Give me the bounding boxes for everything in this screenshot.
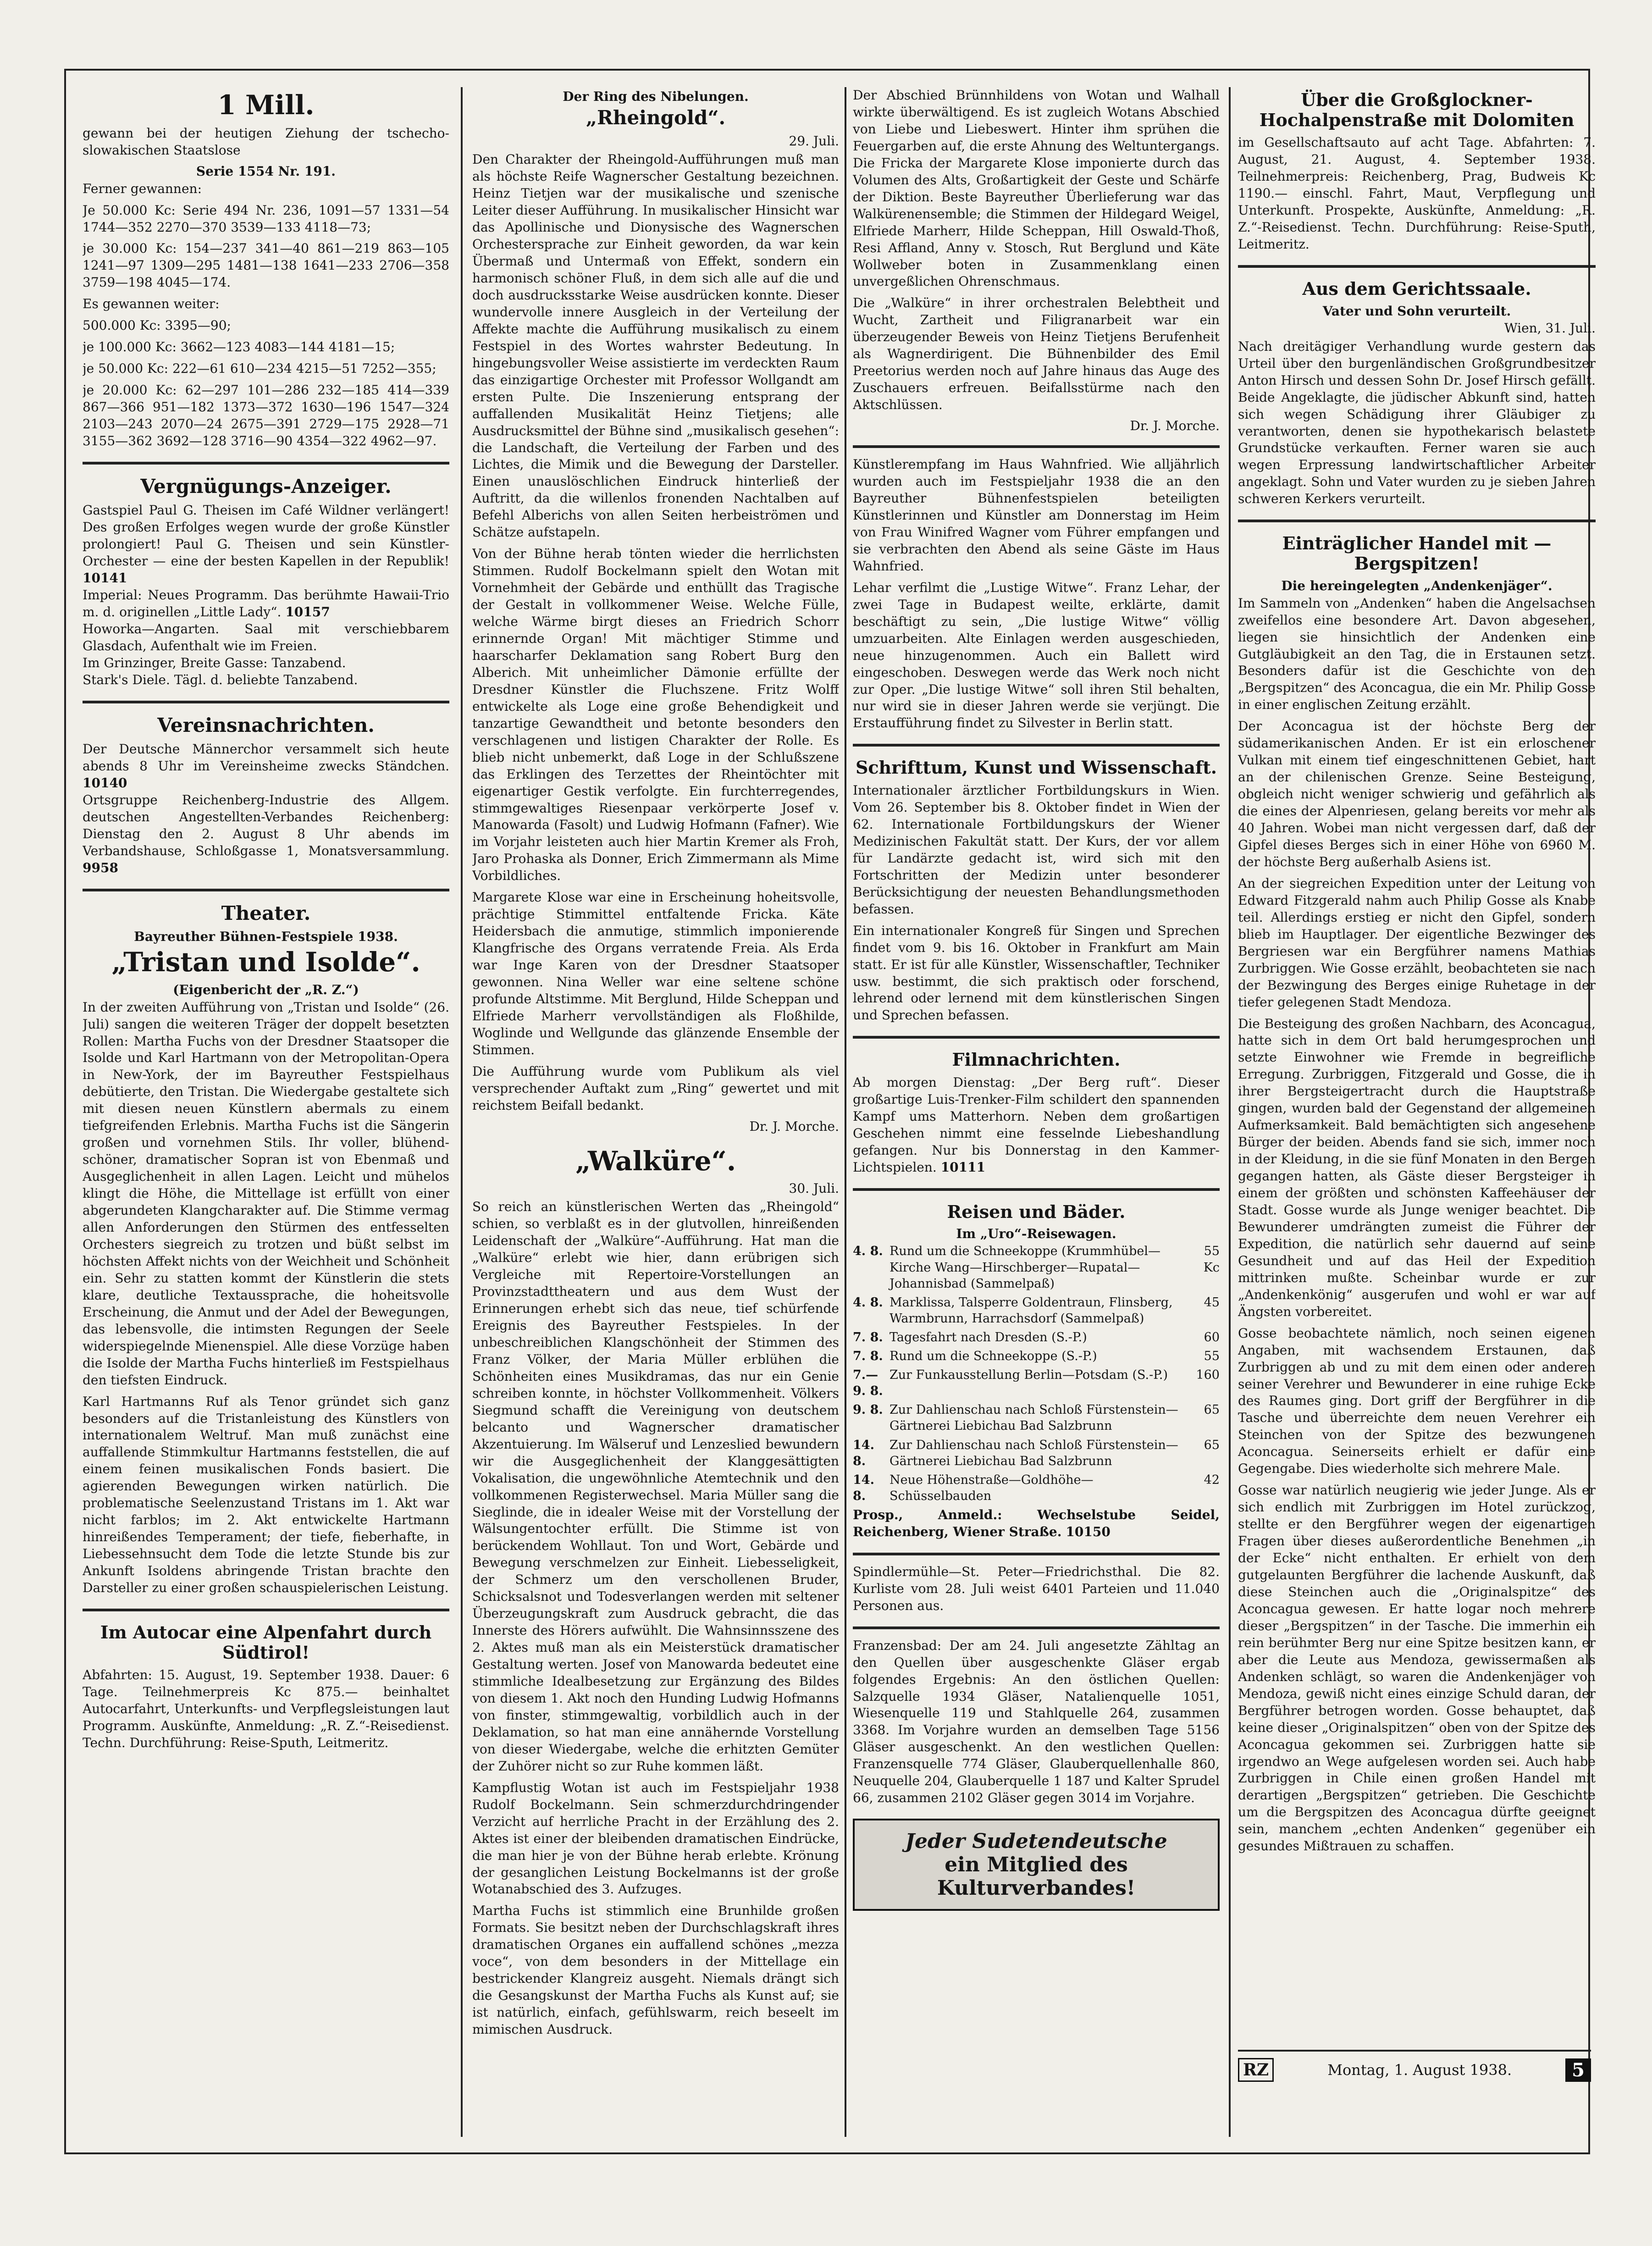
glockner-text: im Gesellschaftsauto auf acht Tage. Abfahrten: 7. August, 21. August, 4. September 1938. Teilnehmerpreis: Reichenberg, Prag, Budweis Kc 1190.— einschl. Fahrt, Maut, Verpflegung und Unterkunft. Prospekte, Auskünfte, Anmeldung: „R. Z.“-Reisedienst. Techn. Durchführung: Reise-Sputh, Leitmeritz.	[1238, 135, 1596, 252]
verein-item	[83, 741, 449, 792]
spindler-text: Spindlermühle—St. Peter—Friedrichsthal. Die 82. Kurliste vom 28. Juli weist 6401 Parteien und 11.040 Personen aus.	[853, 1564, 1220, 1613]
verein-section	[83, 701, 449, 877]
trip-price: 55	[1204, 1349, 1220, 1364]
lottery-serie: Serie 1554 Nr. 191.	[196, 163, 336, 179]
handel-paragraph: Gosse war natürlich neugierig wie jeder Junge. Als er sich endlich mit Zurbriggen im Hotel zurückzog, stellte er den Bergführer wegen der eigenartigen Fragen über dieses außerordentliche Benehmen „in der Ecke“ nicht enthalten. Er erhielt von dem gutgelaunten Bergführer die lachende Auskunft, daß diese Steinchen auch die „Originalspitze“ des Aconcagua gewesen. Er hatte logar noch mehrere dieser „Bergspitzen“ in der Tasche. Die immerhin ein rein berühmter Berg nur eine Spitze besitzen kann, er aber die Leute aus Mendoza, gewissermaßen als Andenken schlägt, so waren die Andenkenjäger von Mendoza, gewiß nicht eines einzige Schuld daran, der Bergführer betrogen worden. Gosse behauptet, daß keine dieser „Originalspitzen“ oben von der Spitze des Aconcagua gekommen sei. Zurbriggen hatte sie irgendwo an Wege aufgelesen worden sei. Auch habe Zurbriggen in Chile einen großen Handel mit derartigen „Bergspitzen“ getrieben. Die Geschichte um die Bergspitzen des Aconcagua dürfte geeignet sein, manchem „echten Andenken“ gegenüber ein gesundes Mißtrauen zu schaffen.	[1238, 1483, 1596, 1854]
gericht-text: Nach dreitägiger Verhandlung wurde gestern das Urteil über den burgenländischen Großgrundbesitzer Anton Hirsch und dessen Sohn Dr. Josef Hirsch gefällt. Beide Angeklagte, die jüdischer Abkunft sind, hatten sich wegen Schädigung ihrer Gläubiger zu verantworten, denen sie hypothekarisch belastete Grundstücke verkauften. Ferner waren sie auch wegen Erpressung landwirtschaftlicher Arbeiter angeklagt. Sohn und Vater wurden zu je sieben Jahren schweren Kerkers verurteilt.	[1238, 338, 1596, 507]
handel-section	[1238, 520, 1596, 1855]
glockner-title: Über die Großglockner-Hochalpenstraße mit Dolomiten	[1259, 89, 1575, 130]
schrifttum-paragraph: Ein internationaler Kongreß für Singen und Sprechen findet vom 9. bis 16. Oktober in Frankfurt am Main statt. Er ist für alle Künstler, Wissenschaftler, Techniker usw. bestimmt, die sich praktisch oder forschend, lehrend oder lernend mit dem künstlerischen Singen und Sprechen befassen.	[853, 923, 1220, 1023]
franzensbad-text: Franzensbad: Der am 24. Juli angesetzte Zähltag an den Quellen über ausgeschenkte Gläser ergab folgendes Ergebnis: An den östlichen Quellen: Salzquelle 1934 Gläser, Natalienquelle 1051, Wiesenquelle 119 und Stahlquelle 264, zusammen 3368. Im Vorjahre wurden an demselben Tage 5156 Gläser ausgeschenkt. An den westlichen Quellen: Franzensquelle 774 Gläser, Glauberquellenhalle 860, Neuquelle 204, Glauberquelle 1 187 und Kalter Sprudel 66, zusammen 2102 Gläser gegen 3014 im Vorjahre.	[853, 1637, 1220, 1806]
trip-item	[853, 1472, 1220, 1504]
trip-item	[853, 1402, 1220, 1434]
trip-price: 45	[1204, 1295, 1220, 1310]
trip-item	[853, 1294, 1220, 1327]
trip-text: Tagesfahrt nach Dresden (S.-P.)	[890, 1330, 1087, 1344]
schrifttum-paragraph: Internationaler ärztlicher Fortbildungskurs in Wien. Vom 26. September bis 8. Oktober findet in Wien der 62. Internationale Fortbildungskurs der Wiener Medizinischen Fakultät statt. Der Kurs, der vor allem für Landärzte gedacht ist, wird sich mit den Fortschritten der Medizin unter besonderer Berücksichtigung der neuesten Behandlungsmethoden befassen.	[853, 783, 1220, 917]
trip-item	[853, 1329, 1220, 1345]
trip-list	[853, 1243, 1220, 1504]
reisen-subtitle: Im „Uro“-Reisewagen.	[956, 1226, 1116, 1242]
page-footer	[1238, 2050, 1591, 2082]
trip-item	[853, 1348, 1220, 1364]
reisen-footer	[853, 1507, 1220, 1541]
ad-item	[83, 672, 449, 689]
trip-date: 7. 8.	[853, 1330, 883, 1344]
film-text: Ab morgen Dienstag: „Der Berg ruft“. Dieser großartige Luis-Trenker-Film schildert den spannenden Kampf ums Matterhorn. Neben dem großartigen Geschehen nimmt eine fesselnde Liebeshandlung gefangen. Nur bis Donnerstag in den Kammer-Lichtspielen.	[853, 1075, 1220, 1175]
trip-text: Zur Dahlienschau nach Schloß Fürstenstein—Gärtnerei Liebichau Bad Salzbrunn	[890, 1403, 1178, 1433]
verein-text: Ortsgruppe Reichenberg-Industrie des Allgem. deutschen Angestellten-Verbandes Reichenberg: Dienstag den 2. August 8 Uhr abends im Verbandshause, Schloßgasse 1, Monatsversammlung.	[83, 792, 449, 858]
film-title: Filmnachrichten.	[952, 1049, 1121, 1070]
verein-number: 10140	[83, 775, 127, 791]
rheingold-author: Dr. J. Morche.	[749, 1118, 839, 1134]
verein-text: Der Deutsche Männerchor versammelt sich heute abends 8 Uhr im Vereinsheime zwecks Ständchen.	[83, 741, 449, 774]
issue-date: Montag, 1. August 1938.	[1327, 2061, 1512, 2079]
trip-item	[853, 1437, 1220, 1469]
handel-paragraph: Die Besteigung des großen Nachbarn, des Aconcagua, hatte sich in dem Ort bald herumgesprochen und setzte Einwohner wie Fremde in begreifliche Erregung. Zurbriggen, Fitzgerald und Gosse, die in ihrer Bergsteigertracht durch die Hauptstraße gingen, wurden bald der Gegenstand der allgemeinen Aufmerksamkeit. Bald bemächtigten sich angesehene Bürger der beiden. Abends fand sie sich, immer noch in der Kleidung, in die sie fünf Monaten in den Bergen gegangen hatten, als Gäste dieser Bergsteiger in einem der größten und schönsten Kaffeehäuser der Stadt. Gosse wurde als Junge weniger beachtet. Die Bewunderer umdrängten zumeist die Führer der Expedition, die natürlich sehr dauernd auf seine Gesundheit und auf das Heil der Expedition mittrinken mußte. Scheinbar wurde er zur „Andenkenkönig“ ausgerufen und wohl er war auf Ängsten vorbereitet.	[1238, 1016, 1596, 1319]
trip-item	[853, 1243, 1220, 1291]
walkuere-paragraph: So reich an künstlerischen Werten das „Rheingold“ schien, so verblaßt es in der glutvollen, hinreißenden Leidenschaft der „Walküre“-Aufführung. Hat man die „Walküre“ erlebt wie hier, dann erübrigen sich Vergleiche mit Repertoire-Vorstellungen an Provinzstadttheatern und aus dem Wust der Erinnerungen erhebt sich das neue, tief schürfende Ereignis des Bayreuther Festspieles. In der unbeschreiblichen Klangschönheit der Stimmen des Franz Völker, der Maria Müller erblühen die Schönheiten eines Musikdramas, das nur ein Genie schreiben konnte, in höchster Vollkommenheit. Völkers Siegmund schafft die Vereinigung von deutschem belcanto und Wagnerscher dramatischer Akzentuierung. Im Wälseruf und Lenzeslied bewundern wir die Ausgeglichenheit der Klanggesättigten Vokalisation, die ungewöhnliche Atemtechnik und den vollkommenen Registerwechsel. Maria Müller sang die Sieglinde, die in idealer Weise mit der Vorstellung der Wälsungentochter erfüllt. Die Stimme ist von berückendem Wohllaut. Ton und Wort, Gebärde und Bewegung verschmelzen zur Einheit. Liebesseligkeit, der Schmerz um den verschollenen Bruder, Schicksalsnot und Todesverlangen werden mit seltener Überzeugungskraft zum Ausdruck gebracht, die das Innerste des Hörers aufwühlt. Die Wahnsinnsszene des 2. Aktes muß man als ein Meisterstück dramatischer Gestaltung werten. Josef von Manowarda bedeutet eine stimmliche Idealbesetzung zur Ergänzung des Bildes von diesem 1. Akt noch den Hunding Ludwig Hofmanns von finster, stimmgewaltig, vorbildlich auch in der Deklamation, so hat man eine annähernde Vorstellung von dieser Wiedergabe, welche die erhitzten Gemüter der Zuhörer nicht so zur Ruhe kommen läßt.	[472, 1199, 839, 1774]
gericht-section	[1238, 265, 1596, 508]
handel-subtitle: Die hereingelegten „Andenkenjäger“.	[1281, 578, 1553, 593]
reisen-title: Reisen und Bäder.	[947, 1201, 1126, 1222]
banner-line-1: Jeder Sudetendeutsche	[905, 1830, 1167, 1853]
trip-date: 9. 8.	[853, 1403, 883, 1417]
reisen-footer-number: 10150	[1066, 1524, 1111, 1539]
ad-text: Howorka—Angarten. Saal mit verschiebbarem Glasdach, Aufenthalt wie im Freien.	[83, 621, 449, 653]
walkuere-continued	[853, 87, 1220, 433]
page-number: 5	[1565, 2058, 1591, 2082]
reisen-section	[853, 1188, 1220, 1541]
film-section	[853, 1036, 1220, 1176]
kulturverband-banner	[853, 1819, 1220, 1911]
trip-text: Rund um die Schneekoppe (S.-P.)	[890, 1349, 1097, 1364]
column-rule	[845, 87, 846, 2137]
rheingold-paragraph: Den Charakter der Rheingold-Aufführungen muß man als höchste Reife Wagnerscher Gestaltung bezeichnen. Heinz Tietjen war der musikalische und szenische Leiter dieser Aufführung. In musikalischer Hinsicht war das Apollinische und Dionysische des Wagnerschen Orchestersprache zur Einheit geworden, da war kein Übermaß und Untermaß von Effekt, sondern ein harmonisch schöner Fluß, in dem sich alle auf die und doch ausdrucksstarke Weise ausdrücken konnte. Dieser wundervolle innere Ausgleich in der Verteilung der Affekte machte die Aufführung musikalisch zu einem Festspiel in des Wortes wahrster Bedeutung. In hingebungsvoller Weise assistierte im verdeckten Raum das einzigartige Orchester mit Professor Wollgandt am ersten Pulte. Die Inszenierung entsprang der auffallenden Musikalität Heinz Tietjens; alle Ausdrucksmittel der Bühne sind „musikalisch gesehen“: die Landschaft, die Verteilung der Farben und des Lichtes, die Mimik und die Bewegung der Darsteller. Einen unauslöschlichen Eindruck hinterließ der Auftritt, da die willenlos fronenden Nachtalben auf Befehl Alberichs von allen Seiten herbeiströmen und Schätze aufstapeln.	[472, 152, 839, 540]
trip-text: Neue Höhenstraße—Goldhöhe—Schüsselbauden	[890, 1472, 1094, 1503]
trip-text: Zur Dahlienschau nach Schloß Fürstenstein—Gärtnerei Liebichau Bad Salzbrunn	[890, 1438, 1178, 1468]
ad-text: Im Grinzinger, Breite Gasse: Tanzabend.	[83, 655, 346, 670]
column-1	[83, 87, 449, 2159]
column-rule	[461, 87, 463, 2137]
banner-line-2: ein Mitglied des Kulturverbandes!	[937, 1853, 1136, 1900]
trip-price: 65	[1204, 1438, 1220, 1452]
newspaper-logo: RZ	[1238, 2058, 1274, 2082]
trip-text: Zur Funkausstellung Berlin—Potsdam (S.-P.)	[890, 1368, 1168, 1383]
gericht-title: Aus dem Gerichtssaale.	[1302, 278, 1531, 299]
handel-paragraph: Der Aconcagua ist der höchste Berg der südamerikanischen Anden. Er ist ein erloschener Vulkan mit einem tief eingeschnittenen Gebiet, hart an der chilenischen Grenze. Seine Besteigung, obgleich nicht weniger schwierig und gefährlich als die eines der Alpenriesen, gelang bereits vor mehr als 40 Jahren. Wobei man nicht vergessen darf, daß der Gipfel dieses Berges sich in einer Höhe von 6960 M. der höchste Berg außerhalb Asiens ist.	[1238, 719, 1596, 869]
film-item	[853, 1074, 1220, 1176]
handel-paragraph: Gosse beobachtete nämlich, noch seinen eigenen Angaben, mit wachsendem Erstaunen, daß Zurbriggen ab und zu mit dem einen oder anderen seiner Verehrer und Bewunderer in eine ruhige Ecke des Raumes ging. Dort griff der Bergführer in die Tasche und überreichte dem neuen Verehrer ein Steinchen von der Spitze des bezwungenen Aconcagua. Seinerseits erhielt er dafür eine Gegengabe. Dies wiederholte sich mehrere Male.	[1238, 1325, 1596, 1477]
theater-note: (Eigenbericht der „R. Z.“)	[173, 982, 359, 997]
theater-title: Theater.	[221, 902, 311, 924]
lottery-line: je 20.000 Kc: 62—297 101—286 232—185 414—339 867—366 951—182 1373—372 1630—196 1547—324 2103—243 2070—24 2675—391 2729—175 2928—71 3155—362 3692—128 3716—90 4354—322 4962—97.	[83, 382, 449, 448]
rheingold-kicker: Der Ring des Nibelungen.	[563, 89, 749, 104]
trip-item	[853, 1367, 1220, 1399]
theater-paragraph: Karl Hartmanns Ruf als Tenor gründet sich ganz besonders auf die Tristanleistung des Künstlers von internationalem Weltruf. Man muß zunächst eine auffallende Stimmkultur Hartmanns feststellen, die auf einem feinen musikalischen Fonds basiert. Die agierenden Bewegungen wirken natürlich. Die problematische Seelenzustand Tristans im 1. Akt war nicht farblos; im 2. Akt entwickelte Hartmann hinreißendes Temperament; der tiefe, fieberhafte, in Liebessehnsucht dem Tode die letzte Stunde bis zur Ankunft Isoldens abringende Tristan brachte den Darsteller zu einer großen schauspielerischen Leistung.	[83, 1394, 449, 1596]
lottery-line: Je 50.000 Kc: Serie 494 Nr. 236, 1091—57 1331—54 1744—352 2270—370 3539—133 4118—73;	[83, 202, 449, 235]
walkuere-paragraph: Die „Walküre“ in ihrer orchestralen Belebtheit und Wucht, Zartheit und Filigranarbeit war ein überzeugender Beweis von Heinz Tietjens Berufenheit als Wagnerdirigent. Die Bühnenbilder des Emil Preetorius werden noch auf Jahre hinaus das Auge des Zuschauers erfreuen. Beifallsstürme nach den Aktschlüssen.	[853, 295, 1220, 413]
walkuere-dateline: 30. Juli.	[789, 1181, 839, 1196]
ad-text: Imperial: Neues Programm. Das berühmte Hawaii-Trio m. d. originellen „Little Lady“.	[83, 587, 449, 620]
kuenstler-paragraph: Künstlerempfang im Haus Wahnfried. Wie alljährlich wurden auch im Festspieljahr 1938 die an den Bayreuther Bühnenfestspielen beteiligten Künstlerinnen und Künstler am Donnerstag im Heim von Frau Winifred Wagner vom Führer empfangen und sie verbrachten den Abend als seine Gäste im Haus Wahnfried.	[853, 457, 1220, 574]
handel-paragraph: An der siegreichen Expedition unter der Leitung von Edward Fitzgerald nahm auch Philip Gosse als Knabe teil. Allerdings erstieg er nicht den Gipfel, sondern blieb im Hauptlager. Der eigentliche Bezwinger des Bergriesen war ein Bergführer namens Mathias Zurbriggen. Wie Gosse erzählt, beobachteten sie nach der Bezwingung des Berges einige Ruhetage in der tiefer gelegenen Stadt Mendoza.	[1238, 875, 1596, 1010]
schrifttum-section	[853, 744, 1220, 1024]
handel-title: Einträglicher Handel mit — Bergspitzen!	[1282, 533, 1552, 574]
theater-paragraph: In der zweiten Aufführung von „Tristan und Isolde“ (26. Juli) sangen die weiteren Träger der doppelt besetzten Rollen: Martha Fuchs von der Dresdner Staatsoper die Isolde und Karl Hartmann von der Metropolitan-Opera in New-York, der im Bayreuther Festspielhaus debütierte, den Tristan. Die Wiedergabe gestaltete sich mit diesen neuen Künstlern abermals zu einem tiefgreifenden Erlebnis. Martha Fuchs ist die Sängerin großen und vornehmen Stils. Ihr voller, blühend-schöner, dramatischer Sopran ist von Ebenmaß und Ausgeglichenheit in allen Lagen. Leicht und mühelos klingt die Höhe, die Mittellage ist erfüllt von einer abgerundeten Klangcharakter auf. Die Stimme vermag allen Anforderungen den Stürmen des entfesselten Orchesters siegreich zu trotzen und büßt selbst im höchsten Affekt nichts von der Weichheit und Schönheit ein. Sehr zu statten kommt der Künstlerin die stets klare, deutliche Textaussprache, die hoheitsvolle Erscheinung, die Anmut und der Adel der Bewegungen, das lebensvolle, die intimsten Regungen der Seele widerspiegelnde Mienenspiel. Alle diese Vorzüge haben die Isolde der Martha Fuchs hinterließ im Festspielhaus den tiefsten Eindruck.	[83, 999, 449, 1388]
kuenstler-paragraph: Lehar verfilmt die „Lustige Witwe“. Franz Lehar, der zwei Tage in Budapest weilte, erklärte, damit beschäftigt zu sein, „Die lustige Witwe“ völlig umzuarbeiten. Alte Einlagen werden ausgeschieden, neue hinzugenommen. Auch ein Ballett wird eingeschoben. Deswegen werde das Werk noch nicht zur Oper. „Die lustige Witwe“ soll ihren Stil behalten, nur wird sie in dieser Jahren werde sie verjüngt. Die Erstaufführung findet zu Silvester in Berlin statt.	[853, 580, 1220, 731]
film-number: 10111	[940, 1159, 986, 1175]
trip-date: 7. 8.	[853, 1349, 883, 1364]
rheingold-section	[472, 89, 839, 1134]
trip-price: 42	[1204, 1472, 1220, 1487]
walkuere-title: „Walküre“.	[575, 1145, 736, 1177]
handel-paragraph: Im Sammeln von „Andenken“ haben die Angelsachsen zweifellos eine besondere Art. Davon abgesehen, liegen sie hinsichtlich der Andenken eine Gutgläubigkeit an den Tag, die in Erstaunen setzt. Besonders dafür ist die Geschichte von den „Bergspitzen“ des Aconcagua, die ein Mr. Philip Gosse in einer englischen Zeitung erzählt.	[1238, 595, 1596, 713]
column-3	[853, 87, 1220, 2159]
lottery-line: 500.000 Kc: 3395—90;	[83, 318, 231, 333]
ad-item	[83, 655, 449, 672]
theater-headline: „Tristan und Isolde“.	[111, 946, 420, 978]
column-2	[472, 87, 839, 2159]
spindler-section	[853, 1553, 1220, 1615]
reisen-footer-text: Prosp., Anmeld.: Wechselstube Seidel, Reichenberg, Wiener Straße.	[853, 1507, 1220, 1539]
walkuere-paragraph: Martha Fuchs ist stimmlich eine Brunhilde großen Formats. Sie besitzt neben der Durchschlagskraft ihres dramatischen Organes ein auffallend schönes „mezza voce“, von dem besonders in der Mittellage ein bestrickender Klangreiz ausgeht. Niemals drängt sich die Gesangskunst der Martha Fuchs als Kunst auf; sie ist natürlich, einfach, gefühlswarm, reich beseelt im mimischen Ausdruck.	[472, 1903, 839, 2037]
verein-number: 9958	[83, 860, 118, 875]
autocar-section	[83, 1609, 449, 1752]
lottery-line: je 50.000 Kc: 222—61 610—234 4215—51 7252—355;	[83, 361, 436, 376]
trip-price: 60	[1204, 1330, 1220, 1344]
lottery-line: je 30.000 Kc: 154—237 341—40 861—219 863—105 1241—97 1309—295 1481—138 1641—233 2706—358 3759—198 4045—174.	[83, 241, 449, 290]
trip-text: Marklissa, Talsperre Goldentraun, Flinsberg, Warmbrunn, Harrachsdorf (Sammelpaß)	[890, 1295, 1173, 1326]
glockner-section	[1238, 90, 1596, 253]
schrifttum-title: Schrifttum, Kunst und Wissenschaft.	[855, 757, 1217, 778]
autocar-text: Abfahrten: 15. August, 19. September 1938. Dauer: 6 Tage. Teilnehmerpreis Kc 875.— beinhaltet Autocarfahrt, Unterkunfts- und Verpflegsleistungen laut Programm. Auskünfte, Anmeldung: „R. Z.“-Reisedienst. Techn. Durchführung: Reise-Sputh, Leitmeritz.	[83, 1667, 449, 1751]
lottery-line: Ferner gewannen:	[83, 181, 202, 196]
trip-date: 14. 8.	[853, 1472, 874, 1503]
ad-item	[83, 502, 449, 587]
theater-section	[83, 889, 449, 1597]
rheingold-title: „Rheingold“.	[586, 106, 726, 129]
lottery-intro: gewann bei der heutigen Ziehung der tschecho-slowakischen Staatslose	[83, 125, 449, 158]
ad-text: Stark's Diele. Tägl. d. beliebte Tanzabend.	[83, 672, 358, 687]
walkuere-author: Dr. J. Morche.	[1130, 418, 1220, 434]
rheingold-paragraph: Die Aufführung wurde vom Publikum als viel versprechender Auftakt zum „Ring“ gewertet und mit reichstem Beifall bedankt.	[472, 1063, 839, 1113]
rheingold-paragraph: Margarete Klose war eine in Erscheinung hoheitsvolle, prächtige Stimmittel entfaltende Fricka. Käte Heidersbach die anmutige, stimmlich imponierende Klangfrische des Organs verratende Freia. Als Erda war Inge Karen von der Dresdner Staatsoper gewonnen. Nina Weller war eine seltene schöne profunde Altstimme. Mit Berglund, Hilde Scheppan und Elfriede Marherr vervollständigen als Floßhilde, Woglinde und Wellgunde das glänzende Ensemble der Stimmen.	[472, 890, 839, 1057]
walkuere-section	[472, 1146, 839, 2038]
trip-date: 4. 8.	[853, 1295, 883, 1310]
rheingold-paragraph: Von der Bühne herab tönten wieder die herrlichsten Stimmen. Rudolf Bockelmann spielt den Wotan mit Vornehmheit der Gebärde und enthüllt das Tragische der Gestalt in vollkommener Weise. Welche Fülle, welche Wärme birgt dieses an Friedrich Schorr erinnernde Organ! Mit mächtiger Stimme und haarscharfer Deklamation sang Robert Burg den Alberich. Mit unheimlicher Dämonie erfüllte der Dresdner Künstler die Fluchszene. Fritz Wolff entwickelte als Loge eine große Behendigkeit und tanzartige Gewandtheit und betonte besonders den verschlagenen und listigen Charakter der Rolle. Es blieb nicht unbemerkt, daß Loge in der Schlußszene das Erklingen des Terzettes der Rheintöchter mit eigenartiger Gestik verfolgte. Ein furchterregendes, stimmgewaltiges Riesenpaar verkörperte Josef v. Manowarda (Fasolt) und Ludwig Hofmann (Fafner). Wie im Vorjahr leisteten auch hier Martin Kremer als Froh, Jaro Prohaska als Donner, Erich Zimmermann als Mime Vorbildliches.	[472, 546, 839, 884]
trip-price: 160	[1196, 1368, 1220, 1383]
column-rule	[1229, 87, 1231, 2137]
lottery-section	[83, 90, 449, 450]
ad-item	[83, 621, 449, 655]
trip-price: 65	[1204, 1403, 1220, 1417]
walkuere-paragraph: Der Abschied Brünnhildens von Wotan und Walhall wirkte überwältigend. Es ist zugleich Wotans Abschied von Liebe und Liebeswert. Hinter ihm sprühen die Feuergarben auf, die erste Ahnung des Weltuntergangs. Die Fricka der Margarete Klose imponierte durch das Volumen des Alts, Großartigkeit der Geste und Schärfe der Diktion. Beste Bayreuther Überlieferung war das Walkürenensemble; die Stimmen der Hildegard Weigel, Elfriede Marherr, Hilde Scheppan, Hill Oswald-Thoß, Resi Affland, Anny v. Stosch, Rut Berglund und Käte Wollweber boten in Zusammenklang einen unvergeßlichen Ohrenschmaus.	[853, 88, 1220, 289]
verein-title: Vereinsnachrichten.	[157, 714, 375, 736]
trip-price: 55 Kc	[1203, 1244, 1220, 1275]
trip-date: 7.—9. 8.	[853, 1368, 883, 1399]
theater-subtitle: Bayreuther Bühnen-Festspiele 1938.	[134, 929, 398, 944]
ad-item	[83, 587, 449, 621]
walkuere-paragraph: Kampflustig Wotan ist auch im Festspieljahr 1938 Rudolf Bockelmann. Sein schmerzdurchdringender Verzicht auf herrliche Pracht in der Erzählung des 2. Aktes ist einer der bleibenden dramatischen Eindrücke, die man hier je von der Bühne herab erlebte. Krönung der gesanglichen Leistung Bockelmanns ist der große Wotanabschied des 3. Aufzuges.	[472, 1780, 839, 1897]
lottery-title: 1 Mill.	[217, 89, 315, 121]
ad-number: 10141	[83, 570, 127, 586]
verein-item	[83, 792, 449, 877]
gericht-subtitle: Vater und Sohn verurteilt.	[1322, 303, 1511, 319]
trip-text: Rund um die Schneekoppe (Krummhübel—Kirche Wang—Hirschberger—Rupatal—Johannisbad (Sammelpaß)	[890, 1244, 1161, 1291]
autocar-title: Im Autocar eine Alpenfahrt durch Südtirol!	[100, 1621, 432, 1663]
vergnuegung-title: Vergnügungs-Anzeiger.	[140, 475, 392, 498]
gericht-dateline: Wien, 31. Juli.	[1504, 320, 1596, 336]
lottery-line: je 100.000 Kc: 3662—123 4083—144 4181—15;	[83, 339, 395, 355]
trip-date: 14. 8.	[853, 1438, 874, 1468]
rheingold-dateline: 29. Juli.	[789, 133, 839, 149]
vergnuegung-section	[83, 462, 449, 689]
franzensbad-section	[853, 1626, 1220, 1807]
column-4	[1238, 87, 1596, 2159]
lottery-line: Es gewannen weiter:	[83, 296, 220, 312]
kuenstler-section	[853, 445, 1220, 732]
ad-text: Gastspiel Paul G. Theisen im Café Wildner verlängert! Des großen Erfolges wegen wurde der große Künstler prolongiert! Paul G. Theisen und sein Künstler-Orchester — eine der besten Kapellen in der Republik!	[83, 503, 449, 569]
ad-number: 10157	[285, 604, 330, 620]
trip-date: 4. 8.	[853, 1244, 883, 1259]
